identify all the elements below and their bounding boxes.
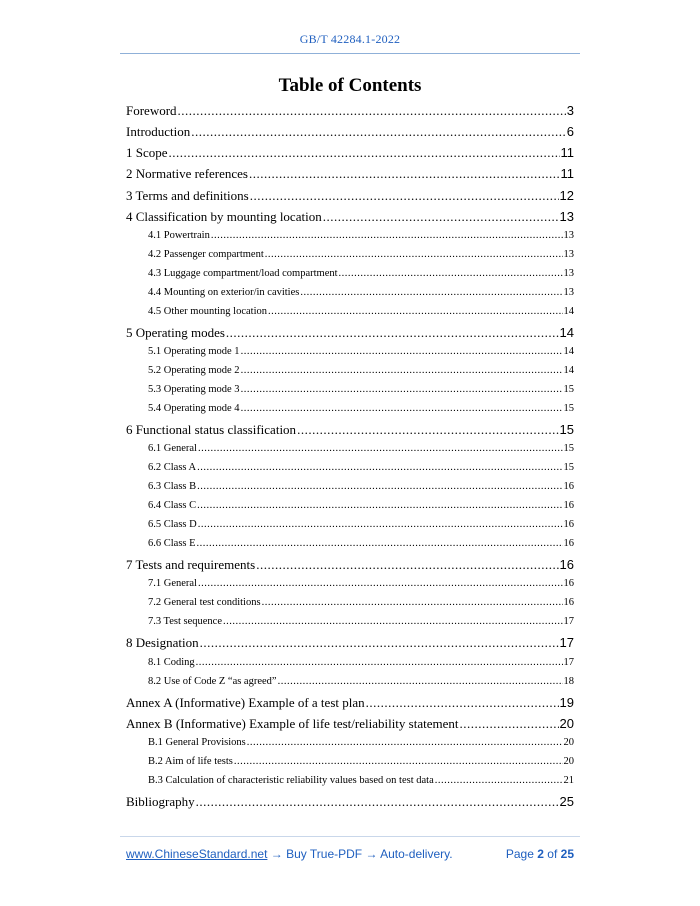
dot-leader bbox=[300, 287, 562, 298]
toc-entry-page: 13 bbox=[563, 248, 574, 260]
toc-entry[interactable] bbox=[126, 695, 574, 716]
dot-leader bbox=[256, 557, 558, 573]
dot-leader bbox=[241, 365, 563, 376]
dot-leader bbox=[250, 188, 559, 204]
toc-entry-page: 15 bbox=[563, 443, 574, 455]
toc-entry-page: 16 bbox=[563, 538, 574, 550]
toc-entry-page: 14 bbox=[559, 324, 574, 340]
toc-entry-page: 16 bbox=[563, 500, 574, 512]
toc-entry-page: 15 bbox=[563, 384, 574, 396]
toc-entry-page: 20 bbox=[559, 715, 574, 731]
toc-entry-title: 8.2 Use of Code Z “as agreed” bbox=[148, 675, 277, 687]
toc-entry-page: 17 bbox=[563, 656, 574, 668]
dot-leader bbox=[265, 249, 563, 260]
toc-entry-title: Foreword bbox=[126, 103, 177, 118]
toc-entry-page: 13 bbox=[563, 286, 574, 298]
toc-entry[interactable] bbox=[126, 422, 574, 443]
toc-entry[interactable] bbox=[126, 443, 574, 462]
toc-entry-page: 13 bbox=[559, 208, 574, 224]
document-id: GB/T 42284.1-2022 bbox=[299, 32, 401, 46]
dot-leader bbox=[178, 103, 566, 119]
footer-divider bbox=[120, 836, 580, 837]
toc-entry[interactable] bbox=[126, 103, 574, 124]
dot-leader bbox=[197, 500, 562, 511]
toc-entry-page: 14 bbox=[563, 346, 574, 358]
current-page: 2 bbox=[537, 847, 544, 861]
toc-entry-title: 5 Operating modes bbox=[126, 324, 225, 340]
dot-leader bbox=[198, 578, 563, 589]
toc-entry-title: 5.1 Operating mode 1 bbox=[148, 346, 240, 358]
toc-entry-page: 13 bbox=[563, 229, 574, 241]
toc-entry-page: 20 bbox=[563, 736, 574, 748]
dot-leader bbox=[249, 166, 560, 182]
dot-leader bbox=[197, 538, 563, 549]
toc-entry-page: 16 bbox=[563, 481, 574, 493]
toc-entry-page: 20 bbox=[563, 755, 574, 767]
dot-leader bbox=[198, 519, 563, 530]
toc-entry[interactable] bbox=[126, 462, 574, 481]
toc-entry-title: 7 Tests and requirements bbox=[126, 557, 256, 573]
toc-entry[interactable] bbox=[126, 230, 574, 249]
toc-entry-title: 6.2 Class A bbox=[148, 462, 197, 474]
toc-entry-title: B.3 Calculation of characteristic reliability values based on test data bbox=[148, 774, 434, 786]
toc-entry-title: 4.1 Powertrain bbox=[148, 229, 210, 241]
toc-entry[interactable] bbox=[126, 249, 574, 268]
dot-leader bbox=[459, 716, 558, 732]
toc-entry-title: 2 Normative references bbox=[126, 166, 248, 182]
dot-leader bbox=[226, 325, 559, 341]
toc-entry-title: 6.1 General bbox=[148, 443, 197, 455]
toc-entry[interactable] bbox=[126, 676, 574, 695]
dot-leader bbox=[297, 422, 558, 438]
dot-leader bbox=[234, 756, 563, 767]
toc-entry[interactable] bbox=[126, 403, 574, 422]
dot-leader bbox=[198, 443, 563, 454]
toc-entry[interactable] bbox=[126, 188, 574, 209]
toc-entry[interactable] bbox=[126, 538, 574, 557]
toc-entry-title: Annex B (Informative) Example of life test/reliability statement bbox=[126, 715, 459, 731]
toc-entry-title: Bibliography bbox=[126, 793, 195, 809]
dot-leader bbox=[191, 124, 566, 140]
toc-entry[interactable] bbox=[126, 737, 574, 756]
toc-entry-page: 3 bbox=[566, 103, 574, 118]
toc-entry-page: 17 bbox=[559, 635, 574, 651]
footer-tagline: → Buy True-PDF → Auto-delivery. bbox=[267, 847, 453, 861]
toc-entry[interactable] bbox=[126, 519, 574, 538]
footer-promo bbox=[126, 847, 453, 861]
toc-entry[interactable] bbox=[126, 597, 574, 616]
dot-leader bbox=[197, 481, 562, 492]
toc-entry-title: 6.6 Class E bbox=[148, 538, 196, 550]
toc-entry[interactable] bbox=[126, 287, 574, 306]
toc-entry-page: 16 bbox=[559, 557, 574, 573]
dot-leader bbox=[223, 616, 562, 627]
toc-entry-title: 4.5 Other mounting location bbox=[148, 305, 267, 317]
toc-entry-title: 4.4 Mounting on exterior/in cavities bbox=[148, 286, 300, 298]
dot-leader bbox=[211, 230, 563, 241]
toc-entry-title: 7.3 Test sequence bbox=[148, 616, 223, 628]
toc-entry-title: 8 Designation bbox=[126, 635, 199, 651]
toc-entry[interactable] bbox=[126, 268, 574, 287]
toc-entry-page: 13 bbox=[563, 267, 574, 279]
toc-entry-page: 14 bbox=[563, 305, 574, 317]
dot-leader bbox=[262, 597, 563, 608]
toc-entry-page: 14 bbox=[563, 365, 574, 377]
toc-entry-page: 15 bbox=[563, 462, 574, 474]
toc-entry[interactable] bbox=[126, 209, 574, 230]
total-pages: 25 bbox=[560, 847, 574, 861]
toc-entry[interactable] bbox=[126, 635, 574, 656]
dot-leader bbox=[200, 635, 559, 651]
toc-entry-title: 8.1 Coding bbox=[148, 656, 195, 668]
table-of-contents bbox=[126, 103, 574, 815]
toc-entry-page: 21 bbox=[563, 774, 574, 786]
dot-leader bbox=[268, 306, 563, 317]
toc-entry[interactable] bbox=[126, 365, 574, 384]
page-number: Page 2 of 25 bbox=[505, 847, 574, 861]
dot-leader bbox=[435, 775, 563, 786]
toc-entry-title: Annex A (Informative) Example of a test plan bbox=[126, 694, 365, 710]
toc-entry-title: 1 Scope bbox=[126, 145, 168, 161]
toc-entry-title: 6.5 Class D bbox=[148, 519, 197, 531]
toc-entry[interactable] bbox=[126, 616, 574, 635]
dot-leader bbox=[241, 346, 563, 357]
toc-entry-page: 18 bbox=[563, 675, 574, 687]
page-header bbox=[0, 32, 700, 47]
toc-entry[interactable] bbox=[126, 166, 574, 187]
dot-leader bbox=[366, 695, 559, 711]
toc-entry[interactable] bbox=[126, 657, 574, 676]
toc-entry-page: 15 bbox=[559, 422, 574, 438]
toc-entry[interactable] bbox=[126, 346, 574, 365]
header-divider bbox=[120, 53, 580, 54]
toc-entry-page: 6 bbox=[566, 124, 574, 140]
toc-entry[interactable] bbox=[126, 325, 574, 346]
toc-entry-title: 7.1 General bbox=[148, 578, 197, 590]
toc-entry[interactable] bbox=[126, 481, 574, 500]
toc-entry-page: 12 bbox=[559, 187, 574, 203]
toc-entry-title: 5.4 Operating mode 4 bbox=[148, 403, 240, 415]
toc-entry-title: 6.3 Class B bbox=[148, 481, 197, 493]
toc-entry-page: 16 bbox=[563, 578, 574, 590]
toc-entry-page: 15 bbox=[563, 403, 574, 415]
website-link[interactable]: www.ChineseStandard.net bbox=[126, 847, 268, 861]
toc-entry[interactable] bbox=[126, 124, 574, 145]
page-title: Table of Contents bbox=[278, 75, 422, 96]
dot-leader bbox=[169, 145, 560, 161]
dot-leader bbox=[241, 384, 563, 395]
dot-leader bbox=[323, 209, 559, 225]
toc-entry-page: 19 bbox=[559, 694, 574, 710]
dot-leader bbox=[241, 403, 563, 414]
toc-entry-title: 4 Classification by mounting location bbox=[126, 208, 322, 224]
page-footer bbox=[126, 847, 574, 861]
dot-leader bbox=[247, 737, 563, 748]
toc-entry-title: 3 Terms and definitions bbox=[126, 187, 249, 203]
toc-entry[interactable] bbox=[126, 384, 574, 403]
dot-leader bbox=[197, 462, 562, 473]
toc-entry-page: 16 bbox=[563, 519, 574, 531]
toc-entry-title: B.2 Aim of life tests bbox=[148, 755, 233, 767]
dot-leader bbox=[278, 676, 563, 687]
toc-entry-title: Introduction bbox=[126, 124, 191, 140]
toc-entry-title: 7.2 General test conditions bbox=[148, 597, 261, 609]
toc-entry-title: 4.2 Passenger compartment bbox=[148, 248, 264, 260]
toc-entry-title: 5.2 Operating mode 2 bbox=[148, 365, 240, 377]
toc-entry-title: 6.4 Class C bbox=[148, 500, 197, 512]
toc-entry[interactable] bbox=[126, 775, 574, 794]
toc-entry-title: 5.3 Operating mode 3 bbox=[148, 384, 240, 396]
toc-entry-title: B.1 General Provisions bbox=[148, 736, 246, 748]
toc-entry[interactable] bbox=[126, 145, 574, 166]
toc-entry[interactable] bbox=[126, 756, 574, 775]
dot-leader bbox=[339, 268, 563, 279]
toc-entry-page: 16 bbox=[563, 597, 574, 609]
toc-entry-title: 6 Functional status classification bbox=[126, 422, 297, 438]
toc-entry[interactable] bbox=[126, 716, 574, 737]
dot-leader bbox=[196, 657, 563, 668]
dot-leader bbox=[196, 794, 559, 810]
toc-entry[interactable] bbox=[126, 500, 574, 519]
toc-entry-page: 11 bbox=[560, 145, 574, 161]
toc-entry[interactable] bbox=[126, 557, 574, 578]
toc-entry-title: 4.3 Luggage compartment/load compartment bbox=[148, 267, 338, 279]
toc-entry[interactable] bbox=[126, 578, 574, 597]
toc-entry[interactable] bbox=[126, 306, 574, 325]
toc-entry-page: 17 bbox=[563, 616, 574, 628]
toc-entry[interactable] bbox=[126, 794, 574, 815]
toc-entry-page: 11 bbox=[560, 166, 574, 182]
toc-entry-page: 25 bbox=[559, 793, 574, 809]
